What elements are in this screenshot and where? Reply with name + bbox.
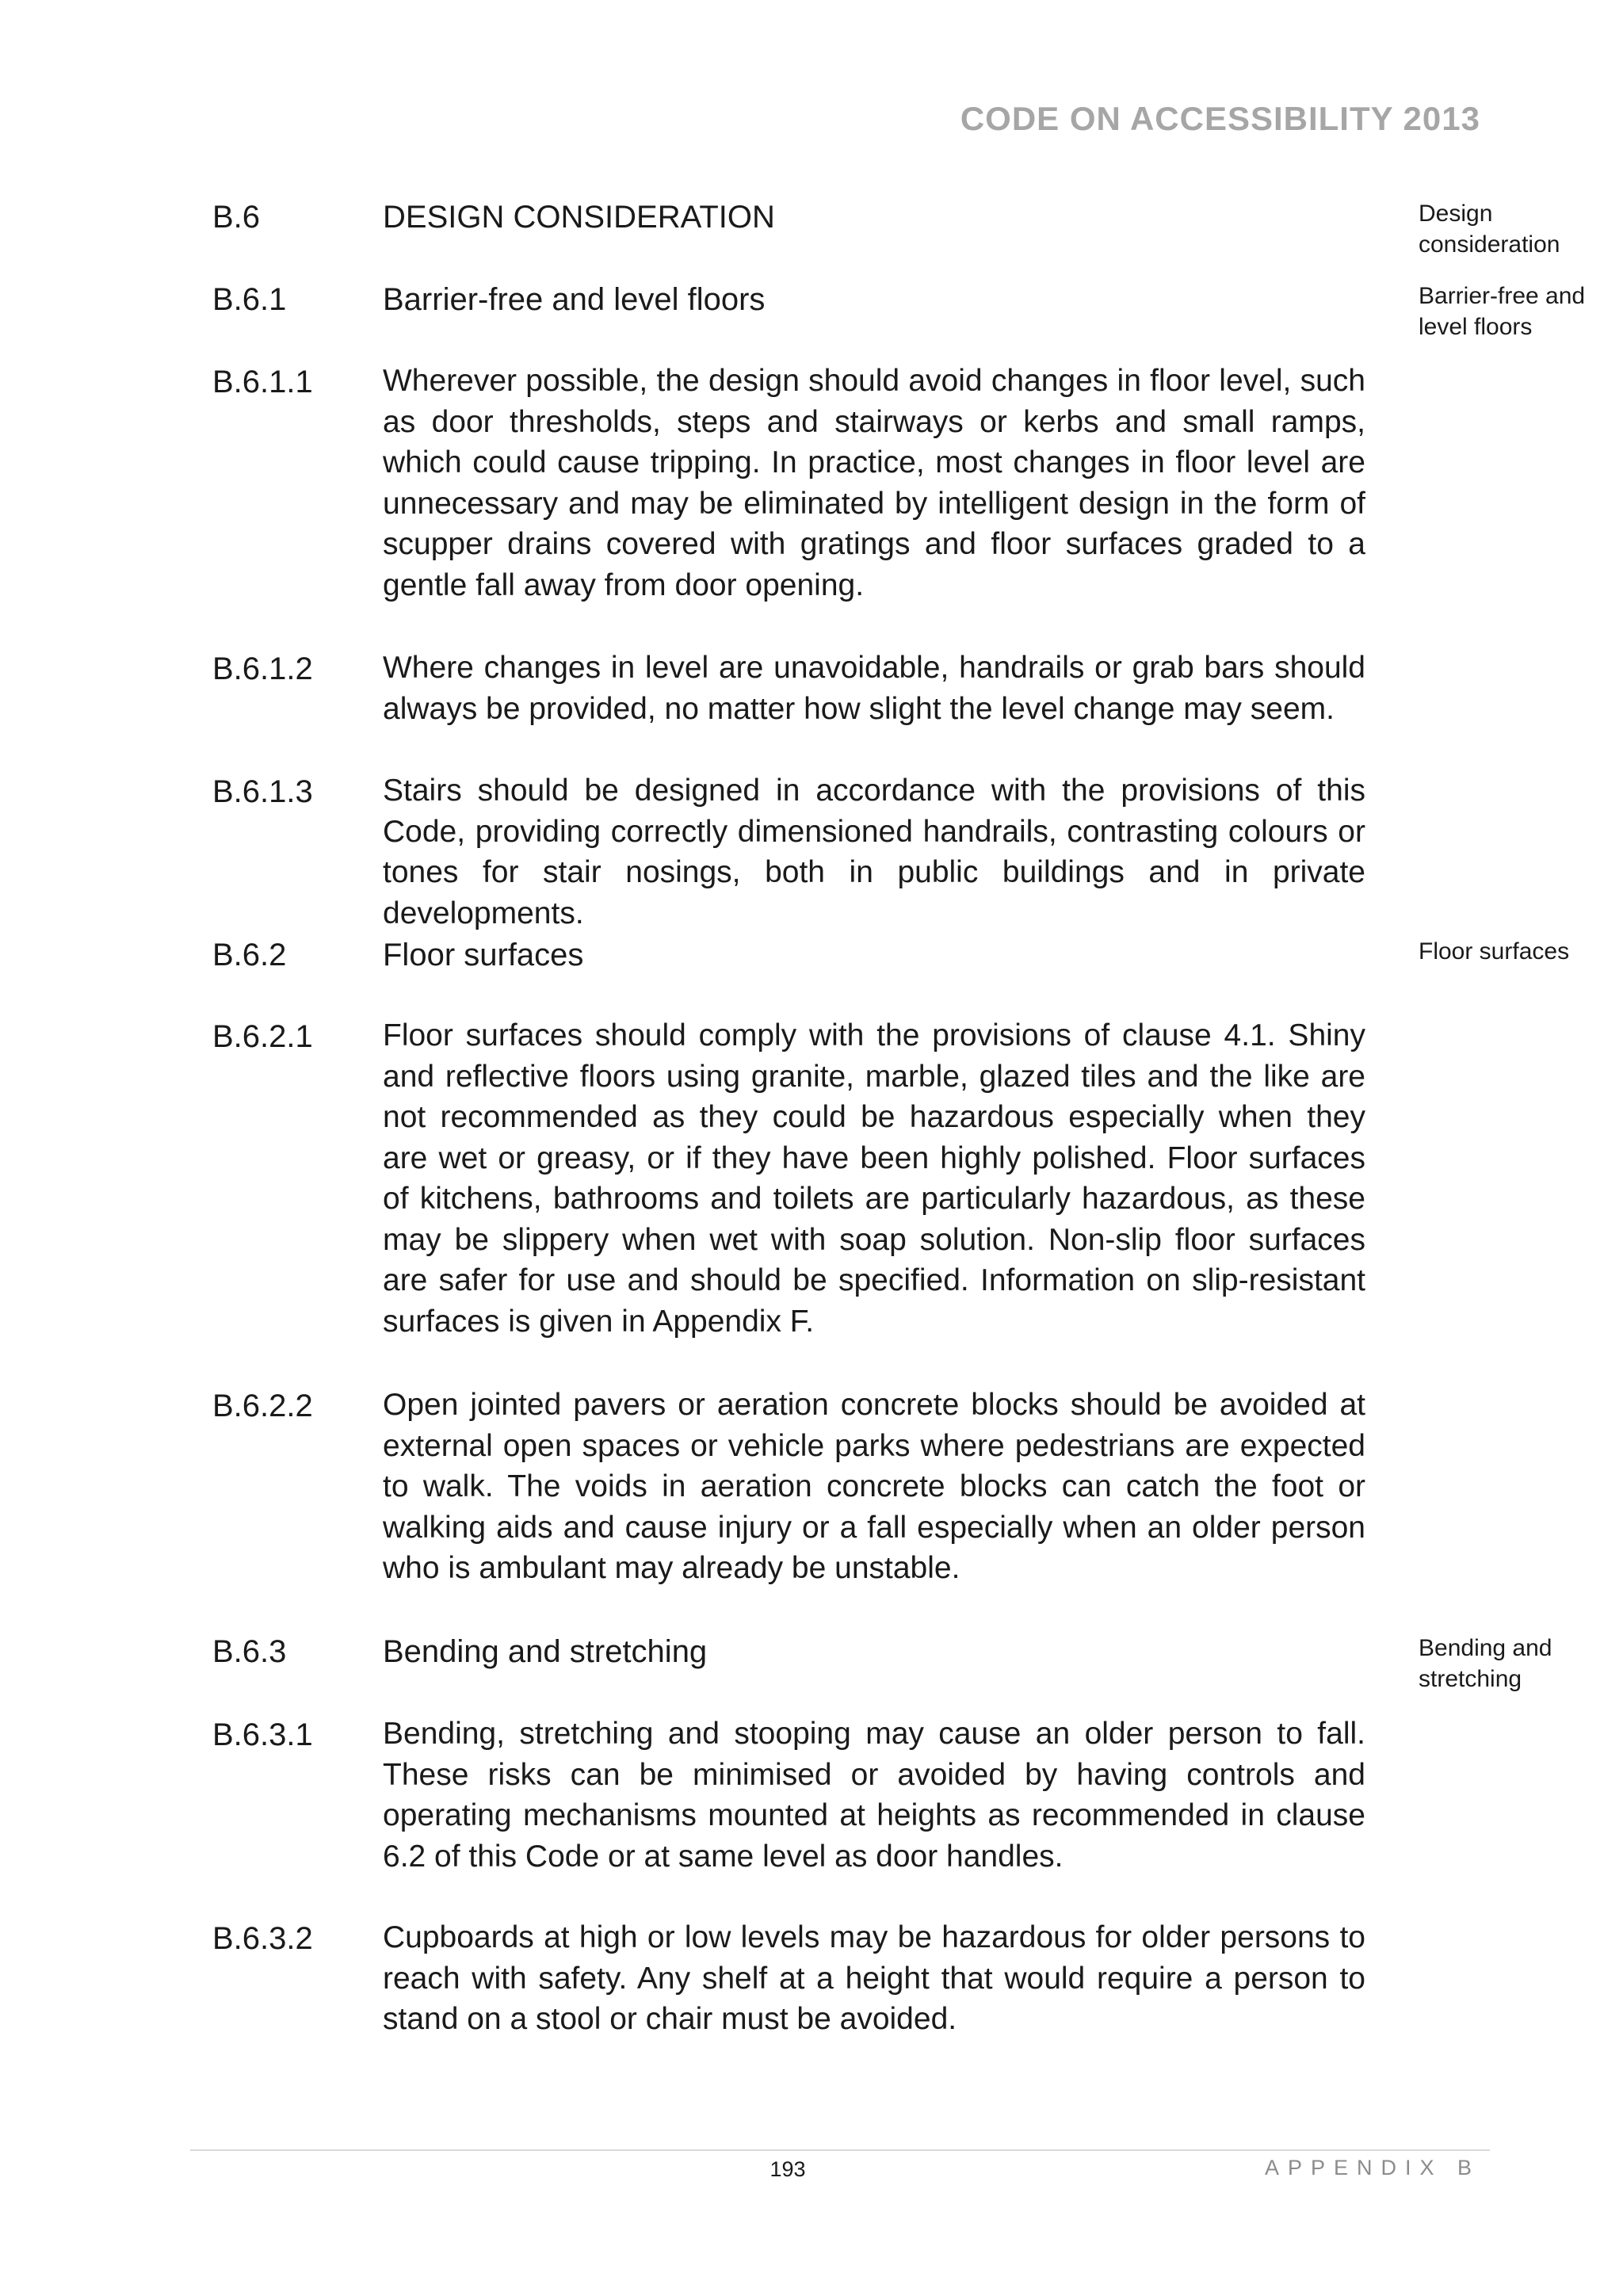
clause-text: Bending, stretching and stooping may cause an older person to fall. These risks can be minimised or avoided by having controls and operating mechanisms mounted at heights as recommended in clause 6.2 of this Code or at same level as door handles. bbox=[383, 1717, 1365, 1874]
section-heading: DESIGN CONSIDERATION bbox=[383, 200, 775, 235]
clause-number: B.6.2.2 bbox=[212, 1389, 313, 1423]
clause-text: Wherever possible, the design should avoid changes in floor level, such as door thresholds, steps and stairways or kerbs and small ramps, which could cause tripping. In practice, most changes in floor level are unnecessary and may be eliminated by intelligent design in the form of scupper drains covered with gratings and floor surfaces graded to a gentle fall away from door opening. bbox=[383, 364, 1365, 602]
clause-number: B.6.3.1 bbox=[212, 1717, 313, 1752]
section-heading: Floor surfaces bbox=[383, 938, 584, 972]
section-heading: Bending and stretching bbox=[383, 1634, 708, 1669]
clause-text: Where changes in level are unavoidable, handrails or grab bars should always be provided, no matter how slight the level change may seem. bbox=[383, 651, 1365, 726]
clause-number: B.6.2.1 bbox=[212, 1019, 313, 1054]
section-heading: Barrier-free and level floors bbox=[383, 282, 766, 317]
page-number: 193 bbox=[769, 2157, 806, 2181]
section-number: B.6.3 bbox=[212, 1634, 287, 1669]
section-number: B.6.2 bbox=[212, 938, 287, 972]
clause-number: B.6.1.2 bbox=[212, 651, 313, 686]
section-number: B.6 bbox=[212, 200, 261, 235]
clause-number: B.6.1.1 bbox=[212, 365, 313, 399]
margin-note: Barrier-free and level floors bbox=[1419, 283, 1586, 340]
clause-text: Open jointed pavers or aeration concrete blocks should be avoided at external open spaces or vehicle parks where pedestrians are expected to walk. The voids in aeration concrete blocks can catch the foot or walking aids and cause injury or a fall especially when an older person who is ambulant may already be unstable. bbox=[383, 1388, 1365, 1585]
clause-text: Cupboards at high or low levels may be hazardous for older persons to reach with safety. Any shelf at a height that would require a person to stand on a stool or chair must be avoided. bbox=[383, 1920, 1365, 2036]
margin-note: Bending and stretching bbox=[1419, 1635, 1552, 1692]
document-header-title: CODE ON ACCESSIBILITY 2013 bbox=[960, 100, 1480, 137]
footer-appendix-label: APPENDIX B bbox=[1264, 2156, 1480, 2179]
clause-number: B.6.3.2 bbox=[212, 1921, 313, 1956]
margin-note: Design consideration bbox=[1419, 201, 1560, 258]
margin-note: Floor surfaces bbox=[1419, 938, 1570, 965]
footer-divider bbox=[190, 2149, 1490, 2151]
clause-text: Floor surfaces should comply with the provisions of clause 4.1. Shiny and reflective floors using granite, marble, glazed tiles and the like are not recommended as they could be hazardous especially when they are wet or greasy, or if they have been highly polished. Floor surfaces of kitchens, bathrooms and toilets are particularly hazardous, as these may be slippery when wet with soap solution. Non-slip floor surfaces are safer for use and should be specified. Information on slip-resistant surfaces is given in Appendix F. bbox=[383, 1018, 1365, 1339]
clause-number: B.6.1.3 bbox=[212, 774, 313, 809]
clause-text: Stairs should be designed in accordance with the provisions of this Code, providing correctly dimensioned handrails, contrasting colours or tones for stair nosings, both in public buildings and in private developments. bbox=[383, 774, 1365, 930]
section-number: B.6.1 bbox=[212, 282, 287, 317]
